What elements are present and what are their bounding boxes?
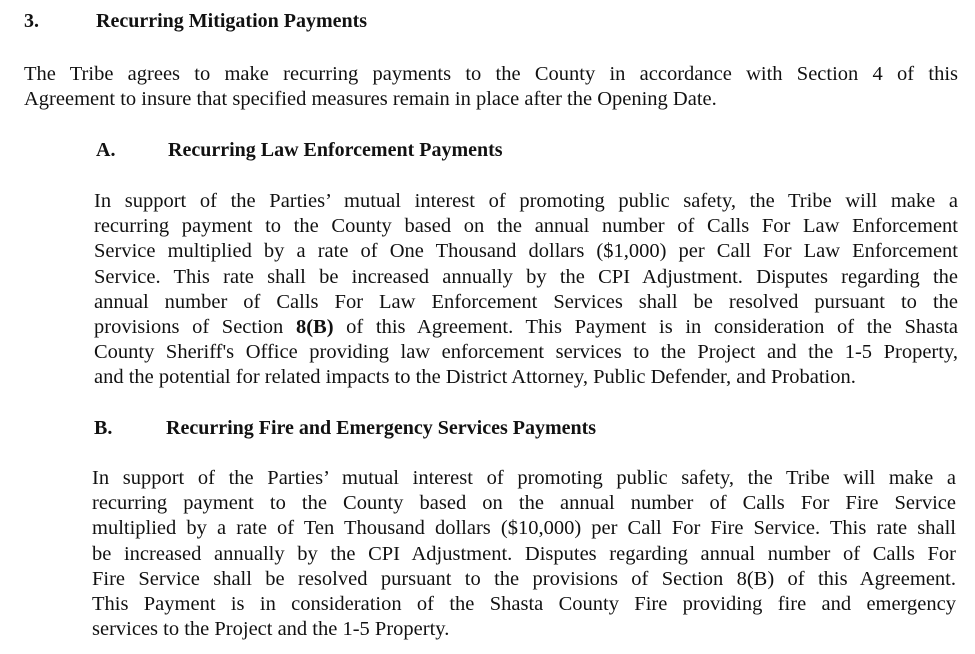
paragraph-line: Service multiplied by a rate of One Thousand dollars ($1,000) per Call For Law Enforcement [94, 240, 958, 263]
paragraph-line: recurring payment to the County based on the annual number of Calls For Law Enforcement [94, 215, 958, 238]
section-reference: 8(B) [295, 316, 334, 339]
paragraph-line: annual number of Calls For Law Enforcement Services shall be resolved pursuant to the [94, 290, 958, 313]
paragraph-line: be increased annually by the CPI Adjustment. Disputes regarding annual number of Calls For [92, 542, 956, 565]
paragraph-line [94, 315, 958, 340]
paragraph-line: Fire Service shall be resolved pursuant to the provisions of Section 8(B) of this Agreement. [92, 567, 956, 590]
paragraph-line: This Payment is in consideration of the Shasta County Fire providing fire and emergency [92, 593, 956, 616]
intro-line: Agreement to insure that specified measures remain in place after the Opening Date. [24, 88, 717, 111]
paragraph-line: recurring payment to the County based on the annual number of Calls For Fire Service [92, 492, 956, 515]
paragraph-line: In support of the Parties’ mutual interest of promoting public safety, the Tribe will make a [92, 467, 956, 489]
subsection-a-paragraph [94, 189, 958, 391]
section-title: Recurring Mitigation Payments [96, 10, 368, 32]
paragraph-line: services to the Project and the 1-5 Property. [92, 618, 450, 641]
intro-line: The Tribe agrees to make recurring payments to the County in accordance with Section 4 of this [24, 63, 958, 85]
paragraph-line: Service. This rate shall be increased annually by the CPI Adjustment. Disputes regarding the [94, 265, 958, 288]
subsection-b-letter: B. [94, 417, 113, 439]
paragraph-line: County Sheriff's Office providing law enforcement services to the Project and the 1-5 Property, [94, 341, 958, 364]
paragraph-line: multiplied by a rate of Ten Thousand dollars ($10,000) per Call For Fire Service. This rate shall [92, 517, 956, 540]
line-text: provisions of Section [94, 316, 296, 339]
subsection-a-title: Recurring Law Enforcement Payments [168, 139, 503, 161]
subsection-b-paragraph [92, 466, 956, 642]
paragraph-line: and the potential for related impacts to the District Attorney, Public Defender, and Probation. [94, 366, 856, 389]
line-text: of this Agreement. This Payment is in consideration of the Shasta [333, 316, 958, 339]
section-intro-paragraph [24, 62, 958, 112]
section-number: 3. [24, 10, 39, 32]
subsection-a-letter: A. [96, 139, 116, 161]
subsection-b-title: Recurring Fire and Emergency Services Payments [166, 417, 597, 439]
paragraph-line: In support of the Parties’ mutual interest of promoting public safety, the Tribe will make a [94, 190, 958, 212]
